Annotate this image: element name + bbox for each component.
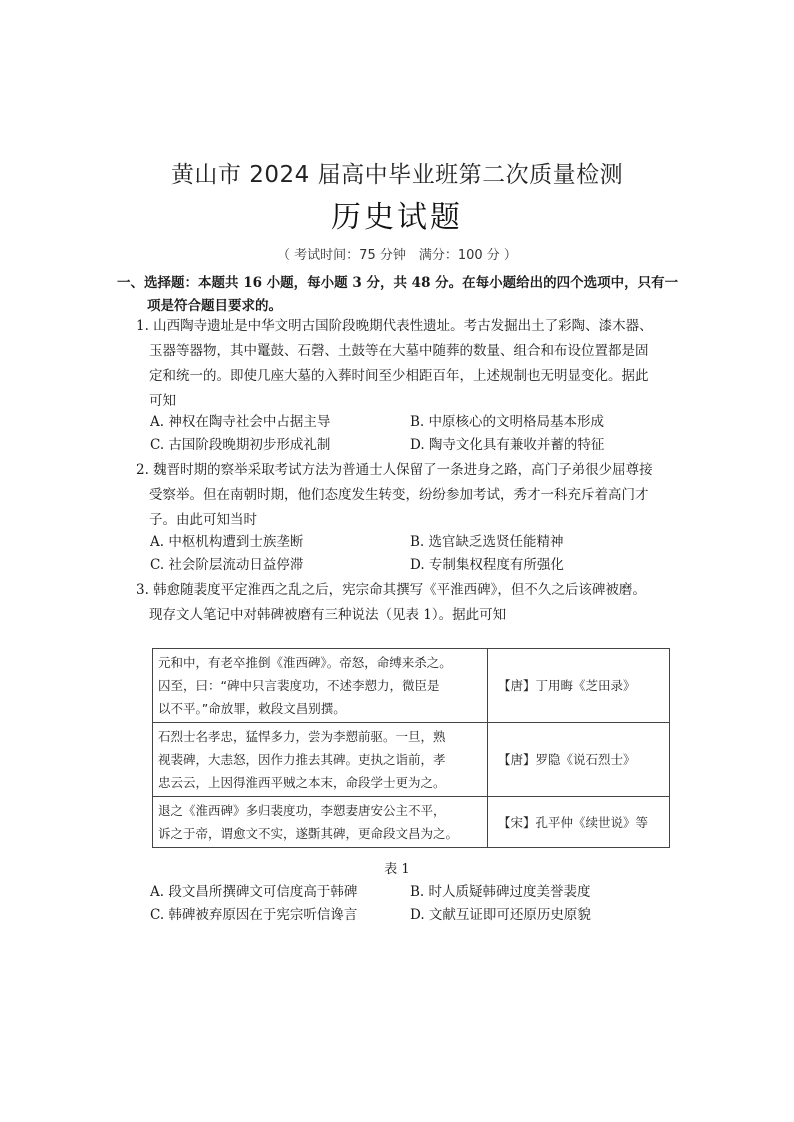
question-2-line: 2. 魏晋时期的察举采取考试方法为普通士人保留了一条进身之路，高门子弟很少屈尊接	[136, 462, 653, 478]
option-b[interactable]: B. 选官缺乏选贤任能精神	[410, 534, 564, 550]
table-text-line: 石烈士名孝忠，猛悍多力，尝为李愬前驱。一旦，熟	[158, 729, 446, 744]
option-c[interactable]: C. 社会阶层流动日益停滞	[150, 557, 304, 573]
section-heading-line-2: 项是符合题目要求的。	[147, 298, 282, 314]
question-1-line: 玉器等器物，其中鼍鼓、石磬、土鼓等在大墓中随葬的数量、组合和布设位置都是固	[149, 343, 649, 359]
table-cell-source: 【唐】丁用晦《芝田录》	[488, 649, 670, 723]
question-1-line: 定和统一的。即使几座大墓的入葬时间至少相距百年，上述规制也无明显变化。据此	[149, 368, 649, 384]
table-cell-text	[153, 797, 488, 848]
option-c[interactable]: C. 韩碑被弃原因在于宪宗听信谗言	[150, 907, 358, 923]
exam-info: （ 考试时间：75 分钟 满分：100 分 ）	[277, 248, 517, 263]
table-cell-text	[153, 723, 488, 797]
option-a[interactable]: A. 中枢机构遭到士族垄断	[150, 534, 304, 550]
table-caption: 表 1	[384, 862, 410, 877]
question-1-line: 1. 山西陶寺遗址是中华文明古国阶段晚期代表性遗址。考古发掘出土了彩陶、漆木器、	[136, 318, 653, 334]
option-a[interactable]: A. 段文昌所撰碑文可信度高于韩碑	[150, 884, 358, 900]
question-3	[136, 578, 676, 628]
exam-title: 黄山市 2024 届高中毕业班第二次质量检测	[170, 162, 624, 188]
table-cell-source: 【唐】罗隐《说石烈士》	[488, 723, 670, 797]
option-a[interactable]: A. 神权在陶寺社会中占据主导	[150, 414, 331, 430]
section-heading-line-1: 一、选择题：本题共 16 小题，每小题 3 分，共 48 分。在每小题给出的四个选项中，只有一	[117, 275, 679, 291]
table-text-line: 以不平。”命放罪，敕段文昌别撰。	[158, 701, 346, 716]
question-3-options	[150, 881, 670, 927]
question-1-line: 可知	[149, 393, 176, 409]
table-text-line: 诉之于帝，谓愈文不实，遂斲其碑，更命段文昌为之。	[158, 826, 459, 841]
table-text-line: 退之《淮西碑》多归裴度功，李愬妻唐安公主不平，	[158, 803, 446, 818]
table-row	[153, 649, 670, 723]
table-row	[153, 797, 670, 848]
option-d[interactable]: D. 专制集权程度有所强化	[410, 557, 564, 573]
question-1-options	[150, 411, 670, 457]
table-text-line: 囚至，曰：“碑中只言裴度功，不述李愬力，微臣是	[158, 678, 440, 693]
table-text-line: 忠云云，上因得淮西平贼之本末，命段学士更为之。	[158, 775, 446, 790]
option-c[interactable]: C. 古国阶段晚期初步形成礼制	[150, 437, 331, 453]
subject-title: 历史试题	[331, 200, 463, 235]
question-2-line: 受察举。但在南朝时期，他们态度发生转变，纷纷参加考试，秀才一科充斥着高门才	[149, 487, 649, 503]
option-d[interactable]: D. 文献互证即可还原历史原貌	[410, 907, 591, 923]
question-2-options	[150, 531, 670, 577]
table-cell-text	[153, 649, 488, 723]
section-heading	[117, 272, 682, 318]
question-3-line: 现存文人笔记中对韩碑被磨有三种说法（见表 1）。据此可知	[149, 607, 507, 623]
table-cell-source: 【宋】孔平仲《续世说》等	[488, 797, 670, 848]
option-d[interactable]: D. 陶寺文化具有兼收并蓄的特征	[410, 437, 605, 453]
option-b[interactable]: B. 中原核心的文明格局基本形成	[410, 414, 605, 430]
table-text-line: 元和中，有老卒推倒《淮西碑》。帝怒，命缚来杀之。	[158, 655, 452, 670]
table-row	[153, 723, 670, 797]
question-2	[136, 458, 676, 533]
source-table	[152, 648, 670, 848]
question-1	[136, 314, 676, 414]
table-text-line: 视裴碑，大恚怒，因作力推去其碑。吏执之诣前，孝	[158, 752, 446, 767]
option-b[interactable]: B. 时人质疑韩碑过度美誉裴度	[410, 884, 591, 900]
question-2-line: 子。由此可知当时	[149, 512, 257, 528]
question-3-line: 3. 韩愈随裴度平定淮西之乱之后，宪宗命其撰写《平淮西碑》，但不久之后该碑被磨。	[136, 582, 646, 598]
